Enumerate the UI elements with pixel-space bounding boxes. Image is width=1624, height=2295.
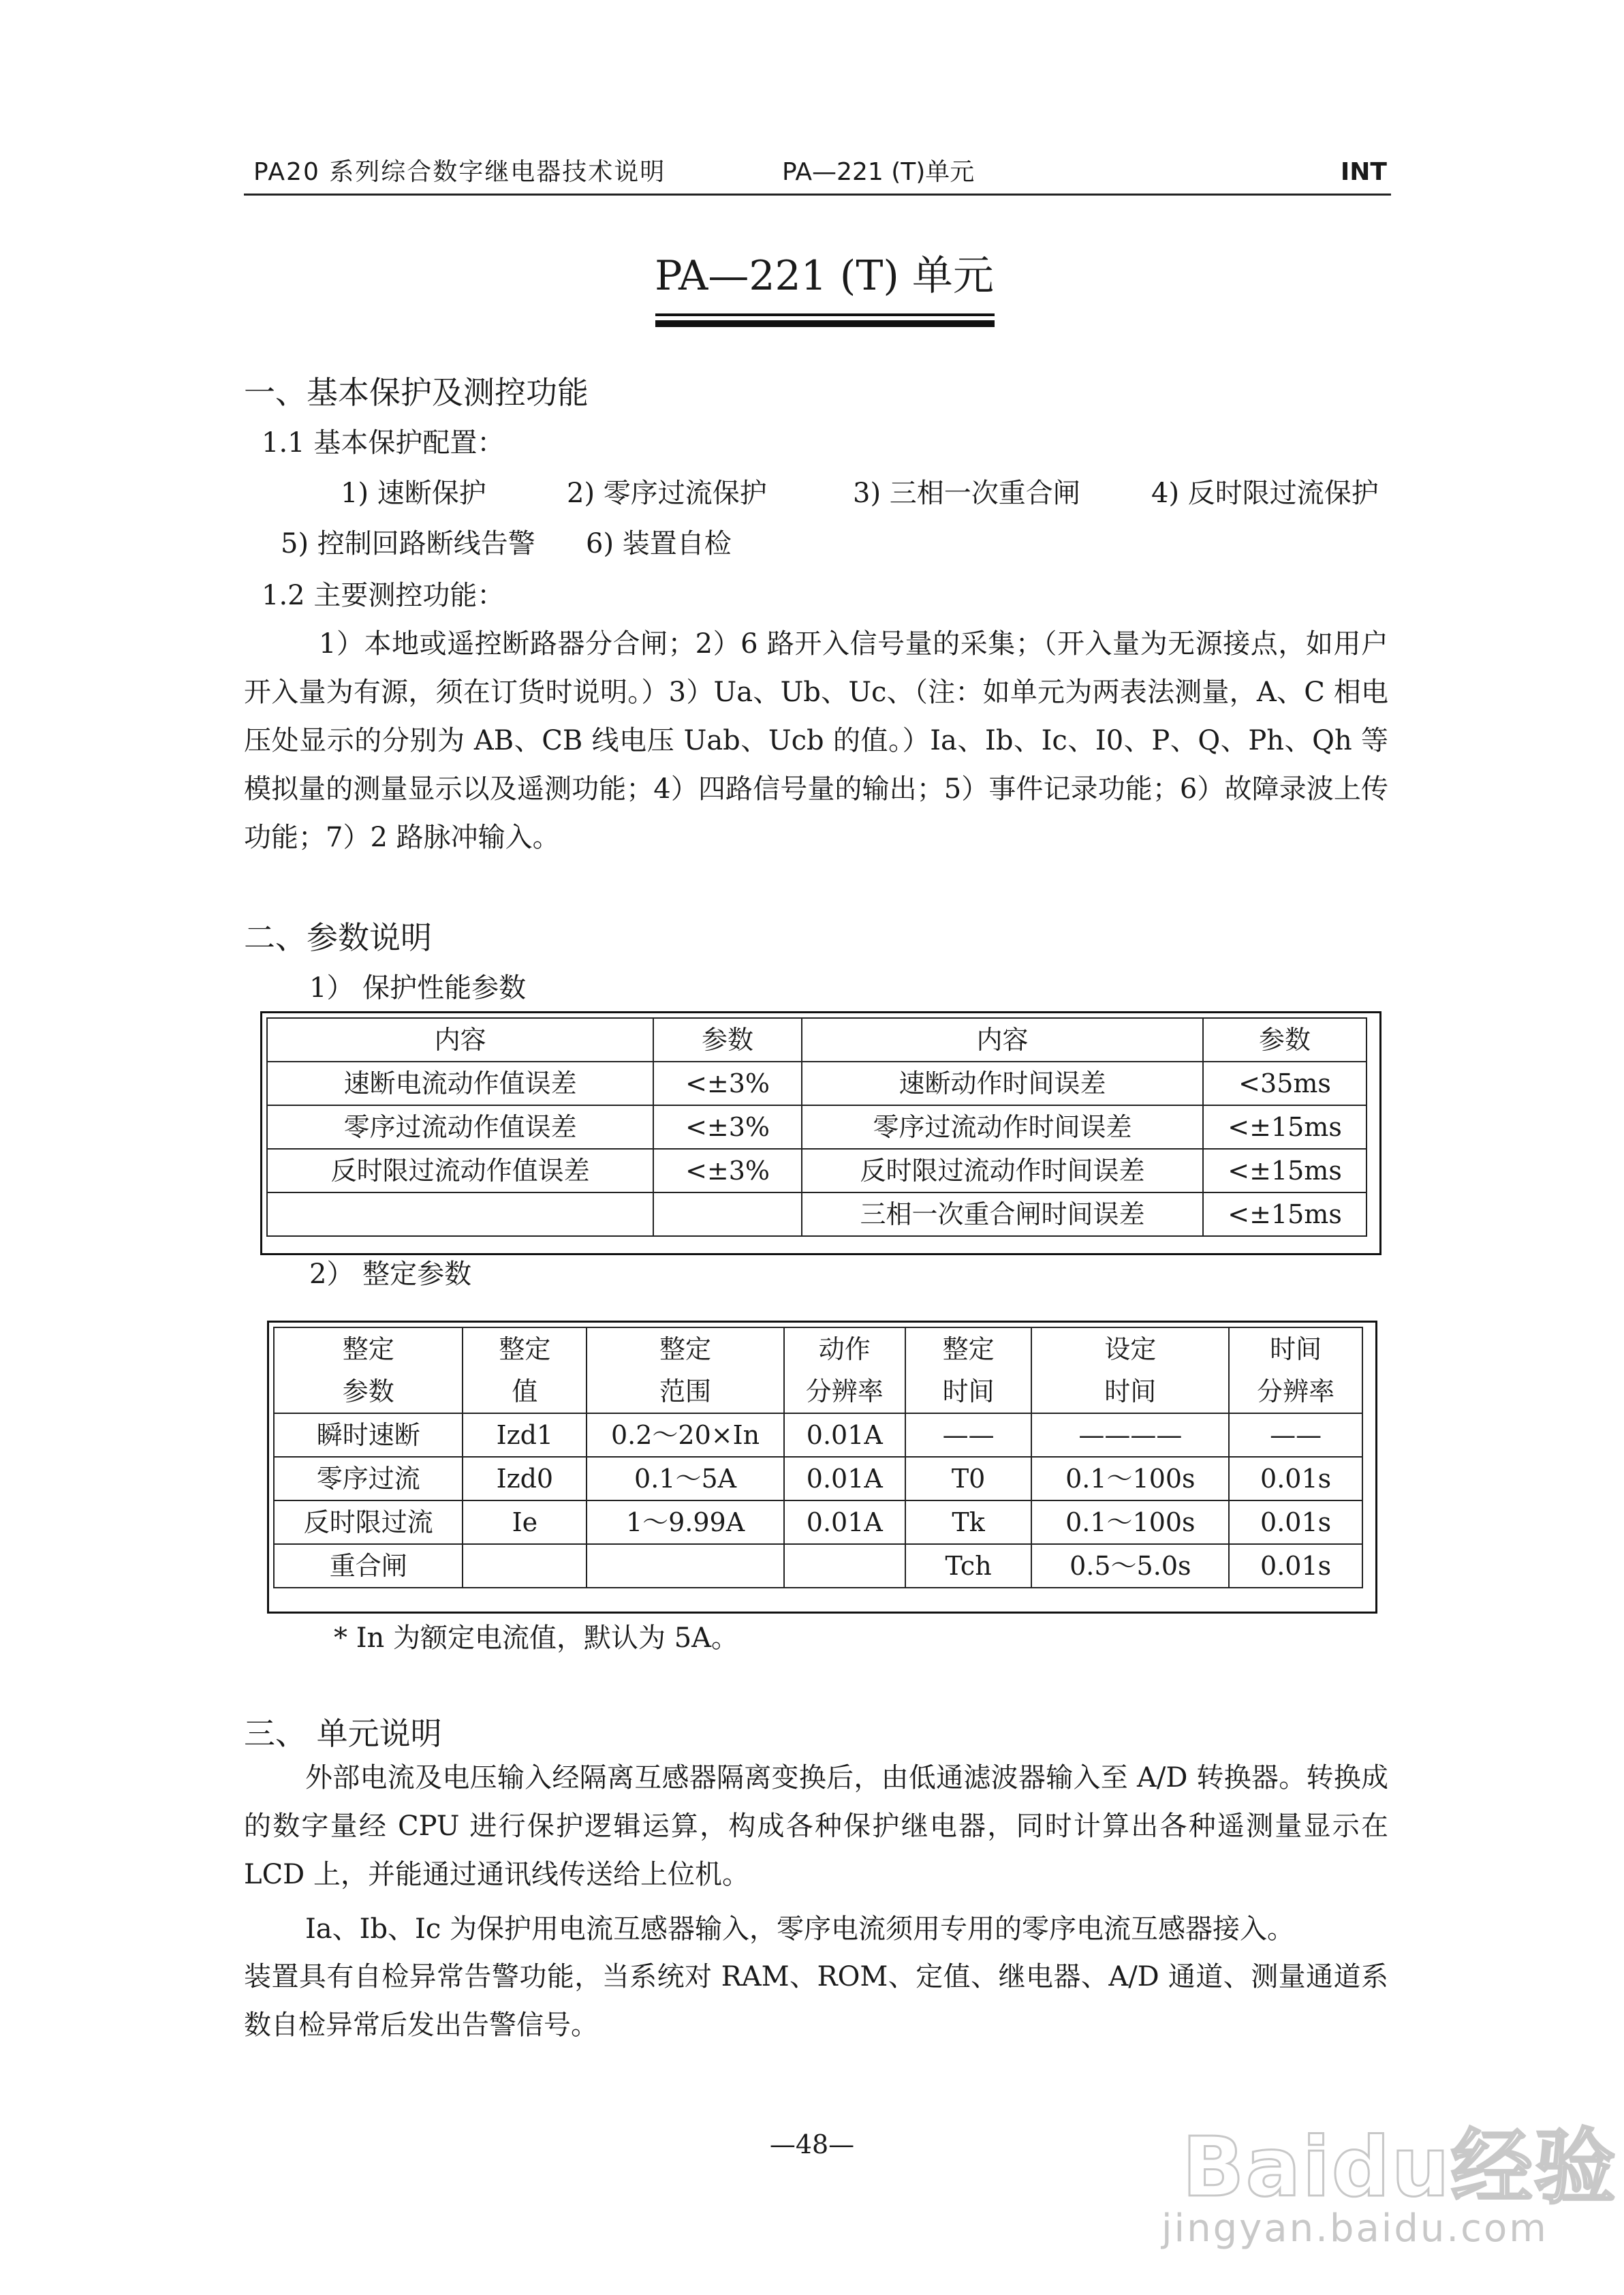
setting-parameters-table-frame <box>267 1321 1377 1614</box>
table-header-row <box>274 1327 1362 1413</box>
table-header-cell: 内容 <box>802 1018 1203 1062</box>
table-cell: 0.01A <box>784 1500 905 1544</box>
page-title: PA—221 (T) 单元 <box>655 252 994 300</box>
protection-item-5: 5) 控制回路断线告警 <box>281 528 535 559</box>
unit-description-paragraph-3: 装置具有自检异常告警功能，当系统对 RAM、ROM、定值、继电器、A/D 通道、测量通道系数自检异常后发出告警信号。 <box>244 1961 1388 2041</box>
unit-description-paragraph-1: 外部电流及电压输入经隔离互感器隔离变换后，由低通滤波器输入至 A/D 转换器。转换成的数字量经 CPU 进行保护逻辑运算，构成各种保护继电器，同时计算出各种遥测量显示在 LCD 上，并能通过通讯线传送给上位机。 <box>244 1762 1388 1890</box>
table-row <box>274 1413 1362 1457</box>
table-cell: 1～9.99A <box>587 1500 784 1544</box>
table-cell: 0.1～5A <box>587 1457 784 1500</box>
table-cell: T0 <box>905 1457 1032 1500</box>
table1-caption: 1） 保护性能参数 <box>309 972 527 1004</box>
table-cell: 重合闸 <box>274 1544 463 1588</box>
table-header-cell: 整定 参数 <box>274 1327 463 1413</box>
table-cell: <±15ms <box>1203 1105 1367 1149</box>
header-right-label: INT <box>1340 158 1387 186</box>
table-cell: <±3% <box>653 1062 802 1105</box>
table-cell: 零序过流动作时间误差 <box>802 1105 1203 1149</box>
protection-item-4: 4) 反时限过流保护 <box>1151 478 1379 509</box>
table-cell: Tch <box>905 1544 1032 1588</box>
protection-performance-table-frame <box>260 1011 1381 1255</box>
table-cell: ———— <box>1031 1413 1229 1457</box>
table-cell: 0.1～100s <box>1031 1500 1229 1544</box>
table-cell: Izd0 <box>463 1457 587 1500</box>
table-cell: 0.01A <box>784 1413 905 1457</box>
table-cell <box>653 1192 802 1236</box>
table-cell: 0.2～20×In <box>587 1413 784 1457</box>
table-header-cell: 整定 值 <box>463 1327 587 1413</box>
table-cell <box>463 1544 587 1588</box>
page-number: —48— <box>769 2129 855 2159</box>
table-cell: —— <box>1229 1413 1362 1457</box>
header-center-title: PA—221 (T)单元 <box>782 158 975 186</box>
page-header <box>244 151 1391 196</box>
table-cell: 0.1～100s <box>1031 1457 1229 1500</box>
table-cell: <±15ms <box>1203 1192 1367 1236</box>
table-cell: 三相一次重合闸时间误差 <box>802 1192 1203 1236</box>
table-cell: 0.01s <box>1229 1544 1362 1588</box>
table-row <box>267 1149 1367 1192</box>
protection-item-2: 2) 零序过流保护 <box>567 478 767 509</box>
table-cell <box>267 1192 653 1236</box>
setting-parameters-table <box>273 1327 1363 1588</box>
table-header-cell: 内容 <box>267 1018 653 1062</box>
measurement-functions-paragraph: 1）本地或遥控断路器分合闸；2）6 路开入信号量的采集；（开入量为无源接点，如用户开入量为有源，须在订货时说明。）3）Ua、Ub、Uc、（注：如单元为两表法测量，A、C 相电压处显示的分别为 AB、CB 线电压 Uab、Ucb 的值。）Ia、Ib、Ic、I0、P、Q、Ph、Qh 等模拟量的测量显示以及遥测功能；4）四路信号量的输出；5）事件记录功能；6）故障录波上传功能；7）2 路脉冲输入。 <box>244 628 1388 853</box>
table-cell: Ie <box>463 1500 587 1544</box>
table-row <box>274 1544 1362 1588</box>
table-cell: 速断动作时间误差 <box>802 1062 1203 1105</box>
table-cell: <±3% <box>653 1149 802 1192</box>
title-underline-thick <box>655 320 995 327</box>
table-cell: <±3% <box>653 1105 802 1149</box>
table-header-cell: 动作 分辨率 <box>784 1327 905 1413</box>
table-cell <box>587 1544 784 1588</box>
protection-item-6: 6) 装置自检 <box>586 528 732 559</box>
table-cell: 速断电流动作值误差 <box>267 1062 653 1105</box>
table-cell: <35ms <box>1203 1062 1367 1105</box>
table-header-cell: 整定 时间 <box>905 1327 1032 1413</box>
table-cell: Tk <box>905 1500 1032 1544</box>
table-cell: 反时限过流动作值误差 <box>267 1149 653 1192</box>
table-cell: <±15ms <box>1203 1149 1367 1192</box>
table-row <box>267 1062 1367 1105</box>
table-row <box>267 1105 1367 1149</box>
protection-item-1: 1) 速断保护 <box>341 478 486 509</box>
table-header-cell: 时间 分辨率 <box>1229 1327 1362 1413</box>
table-row <box>274 1457 1362 1500</box>
table-row <box>267 1192 1367 1236</box>
table-cell: 0.5～5.0s <box>1031 1544 1229 1588</box>
header-left-title: PA20 系列综合数字继电器技术说明 <box>253 158 666 186</box>
table-cell: 瞬时速断 <box>274 1413 463 1457</box>
table-row <box>274 1500 1362 1544</box>
table-cell: 0.01s <box>1229 1500 1362 1544</box>
table-cell: 反时限过流 <box>274 1500 463 1544</box>
title-underline-thin <box>655 313 995 316</box>
table-cell: —— <box>905 1413 1032 1457</box>
table-cell: 0.01A <box>784 1457 905 1500</box>
table-header-cell: 参数 <box>1203 1018 1367 1062</box>
table-cell: 零序过流动作值误差 <box>267 1105 653 1149</box>
section1-sub2-heading: 1.2 主要测控功能： <box>262 580 505 611</box>
rated-current-note: * In 为额定电流值，默认为 5A。 <box>334 1622 739 1654</box>
protection-item-3: 3) 三相一次重合闸 <box>853 478 1080 509</box>
table-cell: 反时限过流动作时间误差 <box>802 1149 1203 1192</box>
table-header-cell: 设定 时间 <box>1031 1327 1229 1413</box>
table-cell: 0.01s <box>1229 1457 1362 1500</box>
table-cell: 零序过流 <box>274 1457 463 1500</box>
section3-heading: 三、 单元说明 <box>244 1715 442 1752</box>
table-cell <box>784 1544 905 1588</box>
section1-heading: 一、基本保护及测控功能 <box>244 374 589 411</box>
protection-performance-table <box>266 1017 1367 1237</box>
baidu-watermark-url: jingyan.baidu.com <box>1161 2206 1548 2251</box>
table-cell: Izd1 <box>463 1413 587 1457</box>
table2-caption: 2） 整定参数 <box>309 1259 472 1290</box>
baidu-watermark-logo: Baidu经验 <box>1182 2121 1617 2215</box>
table-header-cell: 参数 <box>653 1018 802 1062</box>
unit-description-paragraph-2: Ia、Ib、Ic 为保护用电流互感器输入，零序电流须用专用的零序电流互感器接入。 <box>305 1913 1294 1945</box>
section2-heading: 二、参数说明 <box>244 919 432 956</box>
table-header-cell: 整定 范围 <box>587 1327 784 1413</box>
table-header-row <box>267 1018 1367 1062</box>
section1-sub1-heading: 1.1 基本保护配置： <box>262 427 505 459</box>
